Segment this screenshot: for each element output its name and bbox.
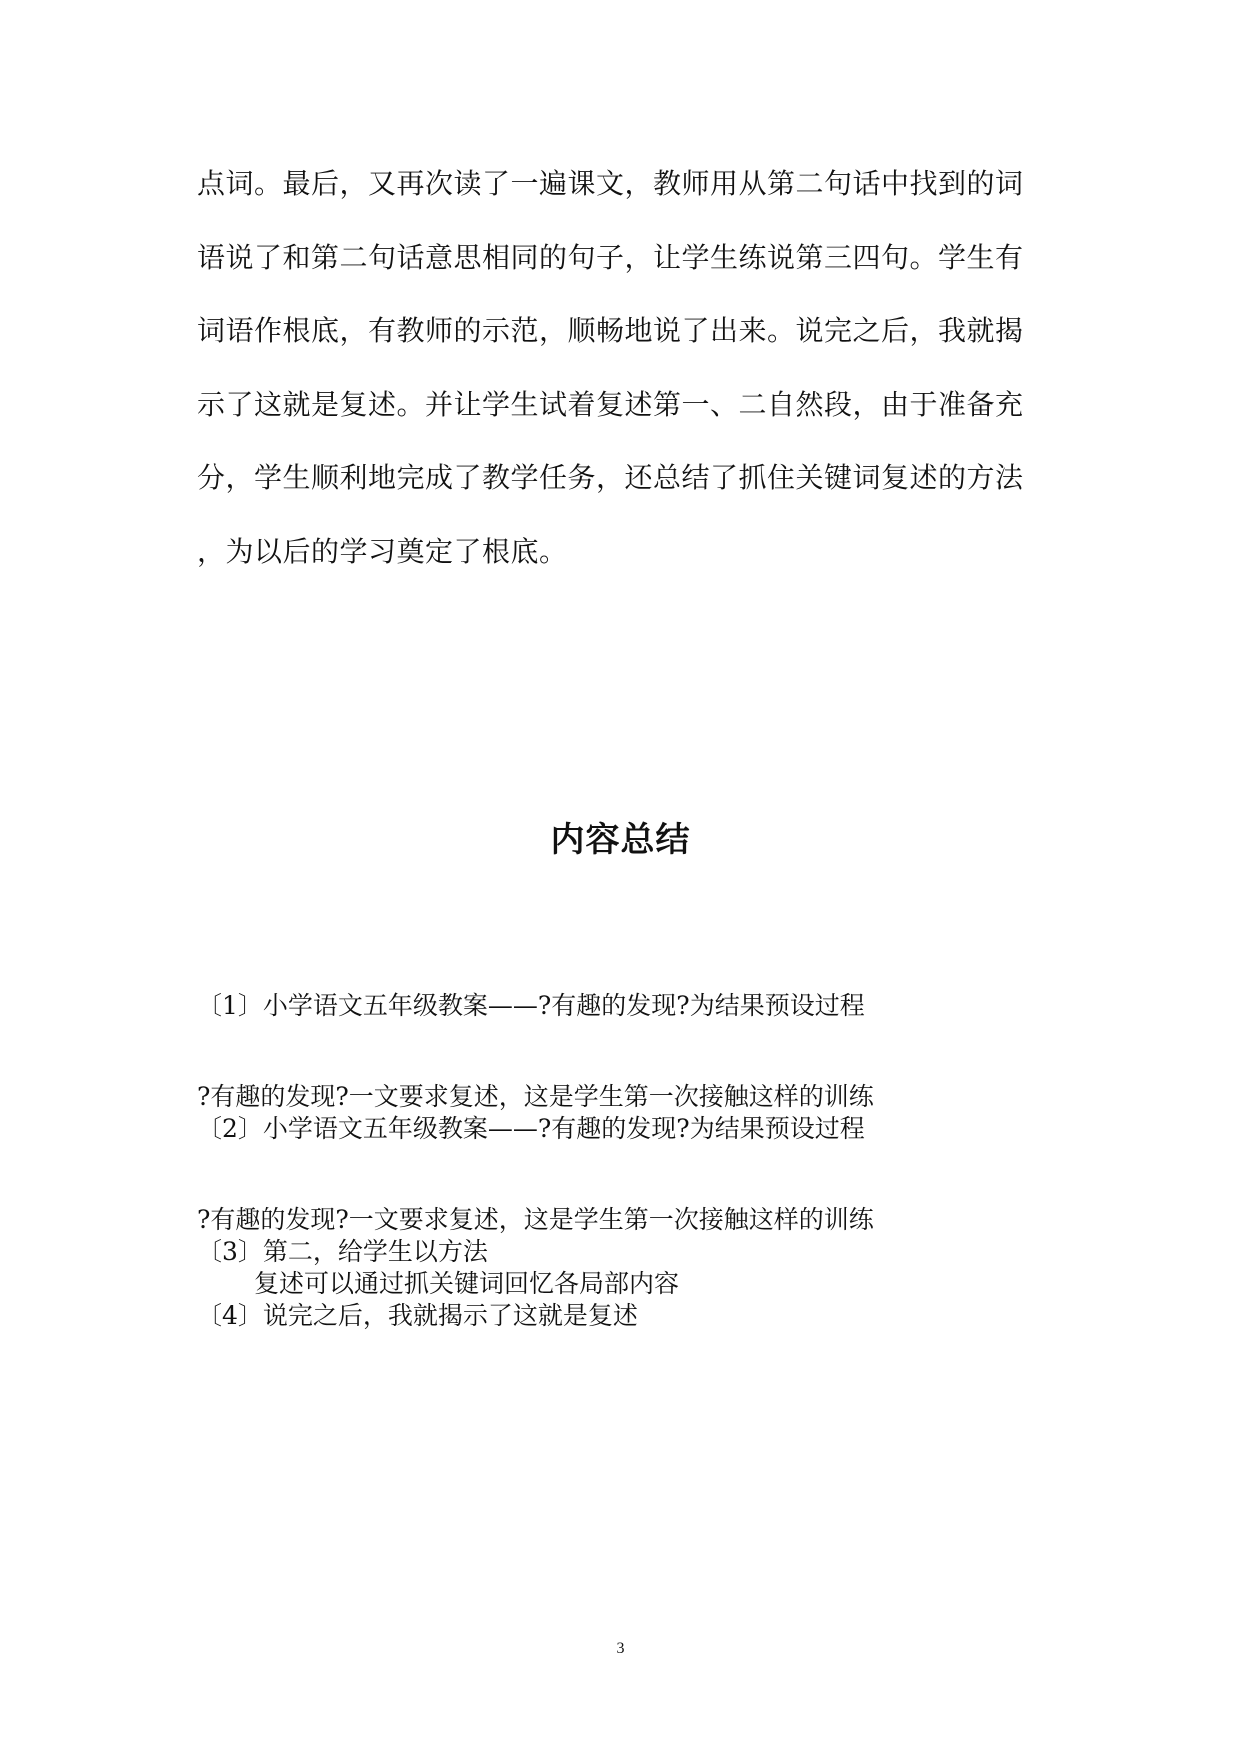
summary-item: 〔3〕第二，给学生以方法 [197,1237,488,1266]
summary-item: ?有趣的发现?一文要求复述，这是学生第一次接触这样的训练 [197,1082,874,1111]
paragraph-line: 点词。最后，又再次读了一遍课文，教师用从第二句话中找到的词 [197,167,1024,200]
paragraph-line: 分，学生顺利地完成了教学任务，还总结了抓住关键词复述的方法 [197,461,1024,494]
paragraph-line: 示了这就是复述。并让学生试着复述第一、二自然段，由于准备充 [197,387,1024,421]
body-paragraph [197,147,1049,588]
section-title: 内容总结 [550,820,691,860]
summary-item: ?有趣的发现?一文要求复述，这是学生第一次接触这样的训练 [197,1205,874,1234]
summary-item: 复述可以通过抓关键词回忆各局部内容 [254,1269,680,1298]
summary-item: 〔1〕小学语文五年级教案——?有趣的发现?为结果预设过程 [197,991,865,1020]
paragraph-line: 词语作根底，有教师的示范，顺畅地说了出来。说完之后，我就揭 [197,314,1024,347]
paragraph-line: ，为以后的学习奠定了根底。 [197,534,568,568]
page-number: 3 [616,1640,625,1657]
summary-item: 〔2〕小学语文五年级教案——?有趣的发现?为结果预设过程 [197,1114,865,1143]
paragraph-line: 语说了和第二句话意思相同的句子，让学生练说第三四句。学生有 [197,240,1024,274]
summary-item: 〔4〕说完之后，我就揭示了这就是复述 [197,1301,638,1330]
